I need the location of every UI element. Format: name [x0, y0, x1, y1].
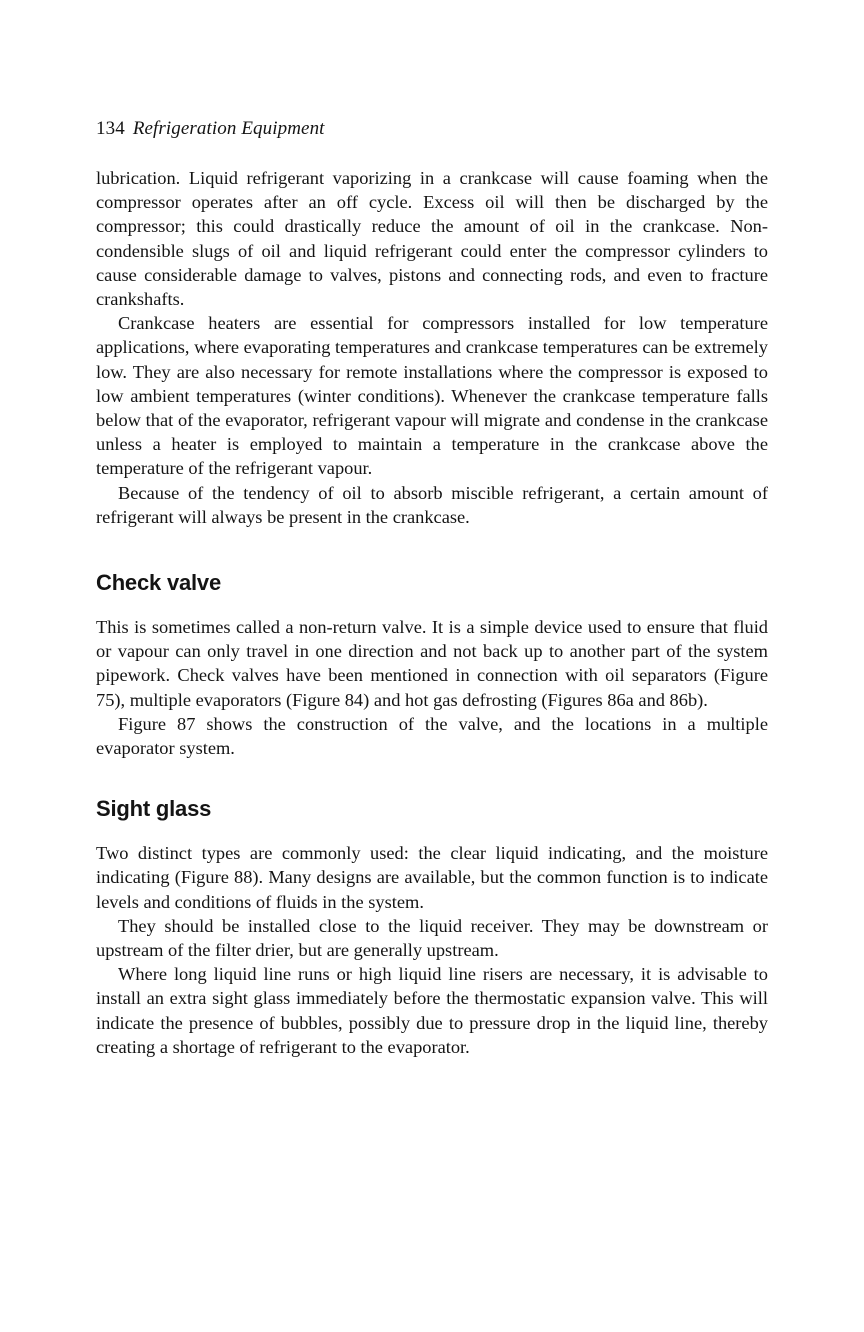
intro-paragraph-2: Crankcase heaters are essential for compressors installed for low temperature applications, where evaporating temperatures and crankcase temperatures can be extremely low. They are also necessary for remote installations where the compressor is exposed to low ambient temperatures (winter conditions). Whenever the crankcase temperature falls below that of the evaporator, refrigerant vapour will migrate and condense in the crankcase unless a heater is employed to maintain a temperature in the crankcase above the temperature of the refrigerant vapour.: [96, 313, 768, 479]
running-head: [96, 117, 768, 141]
intro-paragraph-1: lubrication. Liquid refrigerant vaporizing in a crankcase will cause foaming when the compressor operates after an off cycle. Excess oil will then be discharged by the compressor; this could drastically reduce the amount of oil in the crankcase. Non-condensible slugs of oil and liquid refrigerant could enter the compressor cylinders to cause considerable damage to valves, pistons and connecting rods, and even to fracture crankshafts.: [96, 168, 768, 310]
sight-glass-heading: Sight glass: [96, 796, 212, 822]
check-valve-paragraph-1: This is sometimes called a non-return valve. It is a simple device used to ensure that fluid or vapour can only travel in one direction and not back up to another part of the system pipework. Check valves have been mentioned in connection with oil separators (Figure 75), multiple evaporators (Figure 84) and hot gas defrosting (Figures 86a and 86b).: [96, 617, 768, 710]
sight-glass-paragraph-1: Two distinct types are commonly used: the clear liquid indicating, and the moisture indicating (Figure 88). Many designs are available, but the common function is to indicate levels and conditions of fluids in the system.: [96, 843, 768, 912]
page-number: 134: [96, 118, 125, 139]
book-title: Refrigeration Equipment: [132, 118, 325, 139]
book-page: [96, 117, 768, 1059]
sight-glass-paragraph-2: They should be installed close to the liquid receiver. They may be downstream or upstream of the filter drier, but are generally upstream.: [96, 915, 768, 961]
check-valve-paragraph-2: Figure 87 shows the construction of the valve, and the locations in a multiple evaporator system.: [96, 713, 768, 759]
intro-paragraph-3: Because of the tendency of oil to absorb miscible refrigerant, a certain amount of refrigerant will always be present in the crankcase.: [96, 482, 768, 527]
sight-glass-paragraph-3: Where long liquid line runs or high liquid line risers are necessary, it is advisable to install an extra sight glass immediately before the thermostatic expansion valve. This will indicate the presence of bubbles, possibly due to pressure drop in the liquid line, thereby creating a shortage of refrigerant to the evaporator.: [96, 964, 768, 1057]
check-valve-heading: Check valve: [96, 570, 221, 596]
